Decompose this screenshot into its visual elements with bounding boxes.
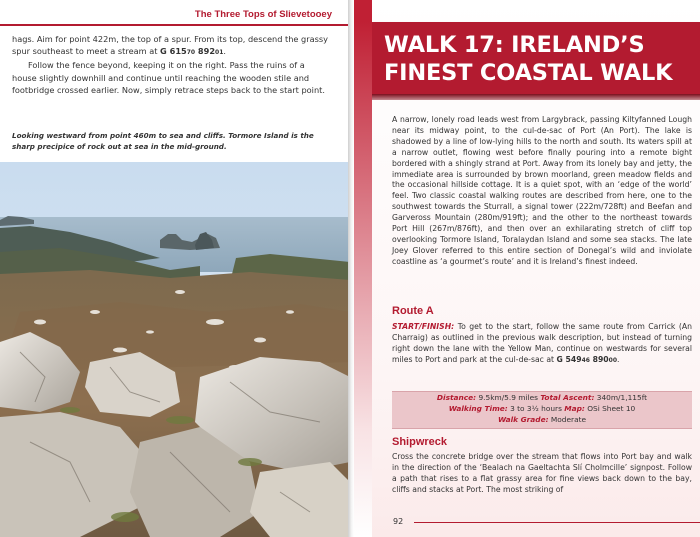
paragraph: hags. Aim for point 422m, the top of a spur. From its top, descend the grassy spur southeast to meet a stream at G 61570 89201.	[12, 34, 329, 57]
ascent-value: 340m/1,115ft	[594, 393, 648, 402]
title-band	[372, 22, 700, 94]
grid-reference: G 54946 89000	[556, 354, 618, 364]
start-finish-text: START/FINISH: To get to the start, follow the same route from Carrick (An Charraig) as outlined in the previous walk description, but instead of turning right down the lane with the Yellow Man, continue on westwards for several miles to Port and park at the cul-de-sac at G 54946 89000.	[392, 322, 692, 364]
grid-reference: G 61570 89201	[160, 46, 224, 57]
distance-label: Distance:	[436, 393, 477, 402]
stats-line	[392, 393, 692, 404]
header-rule	[0, 24, 350, 26]
title-stripe	[372, 94, 700, 100]
time-label: Walking Time:	[448, 403, 508, 413]
paragraph: A narrow, lonely road leads west from Largybrack, passing Kiltyfanned Lough near its midway point, to the cul-de-sac of Port (An Port). The lake is shadowed by a line of low-lying hills to the north and south. Its waters spill at a narrow outlet, flowing west before finally pouring into a remote bight bordered with a shingly strand at Port. Away from its lonely bay and jetty, the immediate area is surrounded by brown moorland, green meadow fields and the occasional hillside cottage. It is a quiet spot, with an ‘edge of the world’ feel. Two classic coastal walking routes are described from here, one to the southwest towards the Sturrall, a signal tower (222m/728ft) and Beefan and Garveross Mountain (280m/919ft); and the other to the northeast towards Port Hill (267m/876ft), and then over an exhilarating stretch of cliff top overlooking Tormore Island, Toralaydan Island and some sea stacks. The late Joey Glover referred to this entire section of Donegal’s wild and inviolate coastline as ‘a gourmet’s route’ and it is Ireland’s finest indeed.	[392, 115, 692, 266]
chapter-tab	[354, 0, 372, 537]
running-header-title: The Three Tops of Slievetooey	[194, 9, 332, 20]
walk-title: WALK 17: IRELAND’S FINEST COASTAL WALK	[384, 32, 673, 86]
map-label: Map:	[564, 403, 585, 413]
photo-caption: Looking westward from point 460m to sea and cliffs. Tormore Island is the sharp precipice of rock out at sea in the mid-ground.	[12, 131, 314, 151]
right-page	[372, 0, 700, 537]
ascent-label: Total Ascent:	[540, 393, 595, 402]
time-value: 3 to 3½ hours	[507, 403, 565, 413]
stats-line	[392, 415, 692, 426]
walk-stats-box	[392, 391, 692, 429]
grade-label: Walk Grade:	[497, 414, 549, 424]
left-body-text	[12, 33, 330, 96]
stats-line	[392, 404, 692, 415]
intro-text	[392, 115, 692, 268]
map-value: OSi Sheet 10	[584, 403, 636, 413]
paragraph: Follow the fence beyond, keeping it on the right. Pass the ruins of a house slightly downhill and continue until reaching the wooden stile and footbridge crossed earlier. Now, simply retrace steps back to the start point.	[12, 60, 325, 95]
start-finish-label: START/FINISH:	[392, 322, 455, 331]
route-heading: Route A	[392, 305, 434, 317]
footer-rule	[414, 522, 700, 523]
distance-value: 9.5km/5.9 miles	[476, 393, 541, 402]
shipwreck-heading: Shipwreck	[392, 436, 448, 448]
landscape-photo	[0, 162, 350, 537]
page-number: 92	[393, 517, 404, 526]
running-header	[0, 0, 350, 26]
grade-value: Moderate	[548, 414, 587, 424]
shipwreck-text: Cross the concrete bridge over the stream that flows into Port bay and walk in the direction of the ‘Bealach na Gaeltachta Slí Cholmcille’ signpost. Follow a path that rises to a flat grassy area for fine views back down to the bay, cliffs and stacks at Port. The most striking of	[392, 452, 692, 494]
